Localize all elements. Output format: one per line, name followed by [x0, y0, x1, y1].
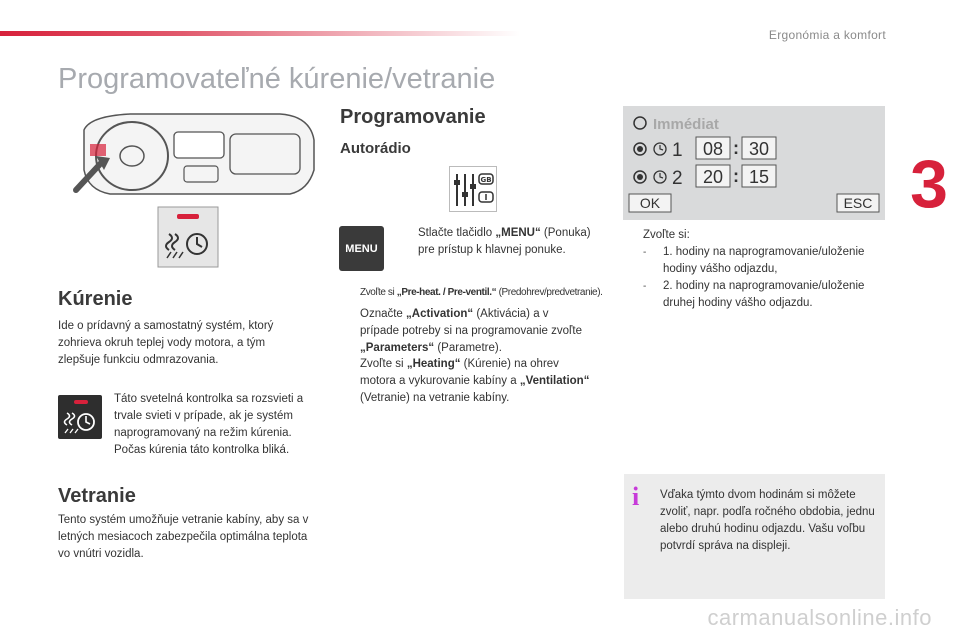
heater-switch-illustration [157, 206, 219, 268]
dashboard-illustration [70, 110, 320, 198]
timer1-number: 1 [672, 140, 683, 161]
step-activation [340, 306, 590, 357]
heating-text: Ide o prídavný a samostatný systém, ktorý zohrieva okruh teplej vody motora, a tým zlepšuje funkciu odmrazovania. [58, 320, 274, 366]
bullet-icon [340, 306, 352, 357]
info-icon: i [632, 482, 640, 511]
step1-text-b: (Ponuka) pre prístup k hlavnej ponuke. [418, 227, 591, 256]
step-preheat [340, 284, 615, 301]
choose-item-2-text: 2. hodiny na naprogramovanie/uloženie druhej hodiny vášho odjazdu. [663, 280, 865, 309]
step1-text-a: Stlačte tlačidlo [418, 227, 496, 239]
timer1-minutes: 30 [748, 139, 770, 159]
choose-item-1 [643, 244, 883, 278]
step2-text-bold: „Pre-heat. / Pre-ventil.“ [396, 287, 497, 298]
step2-text-a: Zvoľte si [360, 287, 397, 298]
step3-text-b: (Aktivácia) a v prípade potreby si na programovanie zvoľte [360, 308, 582, 337]
step3-text-c: (Parametre). [434, 342, 502, 354]
ventilation-text: Tento systém umožňuje vetranie kabíny, aby sa v letných mesiacoch zabezpečila optimálna teplota vo vnútri vozidla. [58, 514, 309, 560]
ventilation-heading: Vetranie [58, 485, 136, 507]
step1-text-bold: „MENU“ [495, 227, 541, 239]
menu-button-illustration: MENU [339, 226, 384, 271]
step-press-menu [398, 225, 608, 259]
step2-text-b: (Predohrev/predvetranie). [496, 287, 603, 298]
heating-indicator-text: Táto svetelná kontrolka sa rozsvieti a trvale svieti v prípade, ak je systém naprogramovaný na režim kúrenia. Počas kúrenia táto kontrolka bliká. [114, 393, 304, 456]
step-heating [340, 356, 590, 407]
step3-text-a: Označte [360, 308, 407, 320]
step3-text-bold2: „Parameters“ [360, 342, 435, 354]
choose-item-1-text: 1. hodiny na naprogramovanie/uloženie hodiny vášho odjazdu, [663, 246, 865, 275]
timer2-colon: : [733, 166, 739, 186]
timer2-minutes: 15 [748, 167, 770, 187]
choose-text: Zvoľte si: [643, 229, 690, 241]
choose-clock-label [623, 227, 883, 244]
bullet-icon [398, 225, 410, 259]
immediate-label: Immédiat [653, 116, 719, 133]
screen-ok-button: OK [639, 195, 661, 211]
bullet-icon [340, 356, 352, 407]
screen-esc-button: ESC [843, 195, 873, 211]
display-screen [623, 106, 885, 220]
programming-heading: Programovanie [340, 106, 486, 128]
step4-text-bold2: „Ventilation“ [519, 375, 590, 387]
step4-text-a: Zvoľte si [360, 358, 407, 370]
info-note-text: Vďaka týmto dvom hodinám si môžete zvoliť, napr. podľa ročného obdobia, jednu alebo druhú hodinu odjazdu. Vašu voľbu potvrdí správa na displeji. [660, 489, 875, 552]
display-screen-graphic [623, 106, 885, 220]
radio-subheading: Autorádio [340, 140, 411, 157]
timer1-colon: : [733, 138, 739, 158]
radio-settings-icon [449, 166, 497, 212]
section-label: Ergonómia a komfort [768, 28, 886, 42]
step4-text-c: (Vetranie) na vetranie kabíny. [360, 392, 510, 404]
timer1-hours: 08 [702, 139, 724, 159]
step3-text-bold1: „Activation“ [406, 308, 474, 320]
svg-text:GB: GB [480, 176, 492, 184]
timer2-number: 2 [672, 168, 683, 189]
footer-watermark: carmanualsonline.info [707, 605, 932, 630]
heating-heading: Kúrenie [58, 288, 133, 310]
heating-indicator-icon [58, 395, 102, 439]
dash-marker: - [643, 281, 647, 292]
header-accent-bar [0, 31, 520, 36]
page-title: Programovateľné kúrenie/vetranie [58, 63, 496, 95]
timer2-hours: 20 [702, 167, 724, 187]
chapter-number: 3 [910, 146, 948, 222]
dash-marker: - [643, 247, 647, 258]
step4-text-b: (Kúrenie) na ohrev motora a vykurovanie kabíny a [360, 358, 559, 387]
bullet-icon [340, 284, 352, 301]
bullet-icon [623, 227, 635, 244]
choose-item-2 [643, 278, 883, 312]
step4-text-bold1: „Heating“ [406, 358, 461, 370]
